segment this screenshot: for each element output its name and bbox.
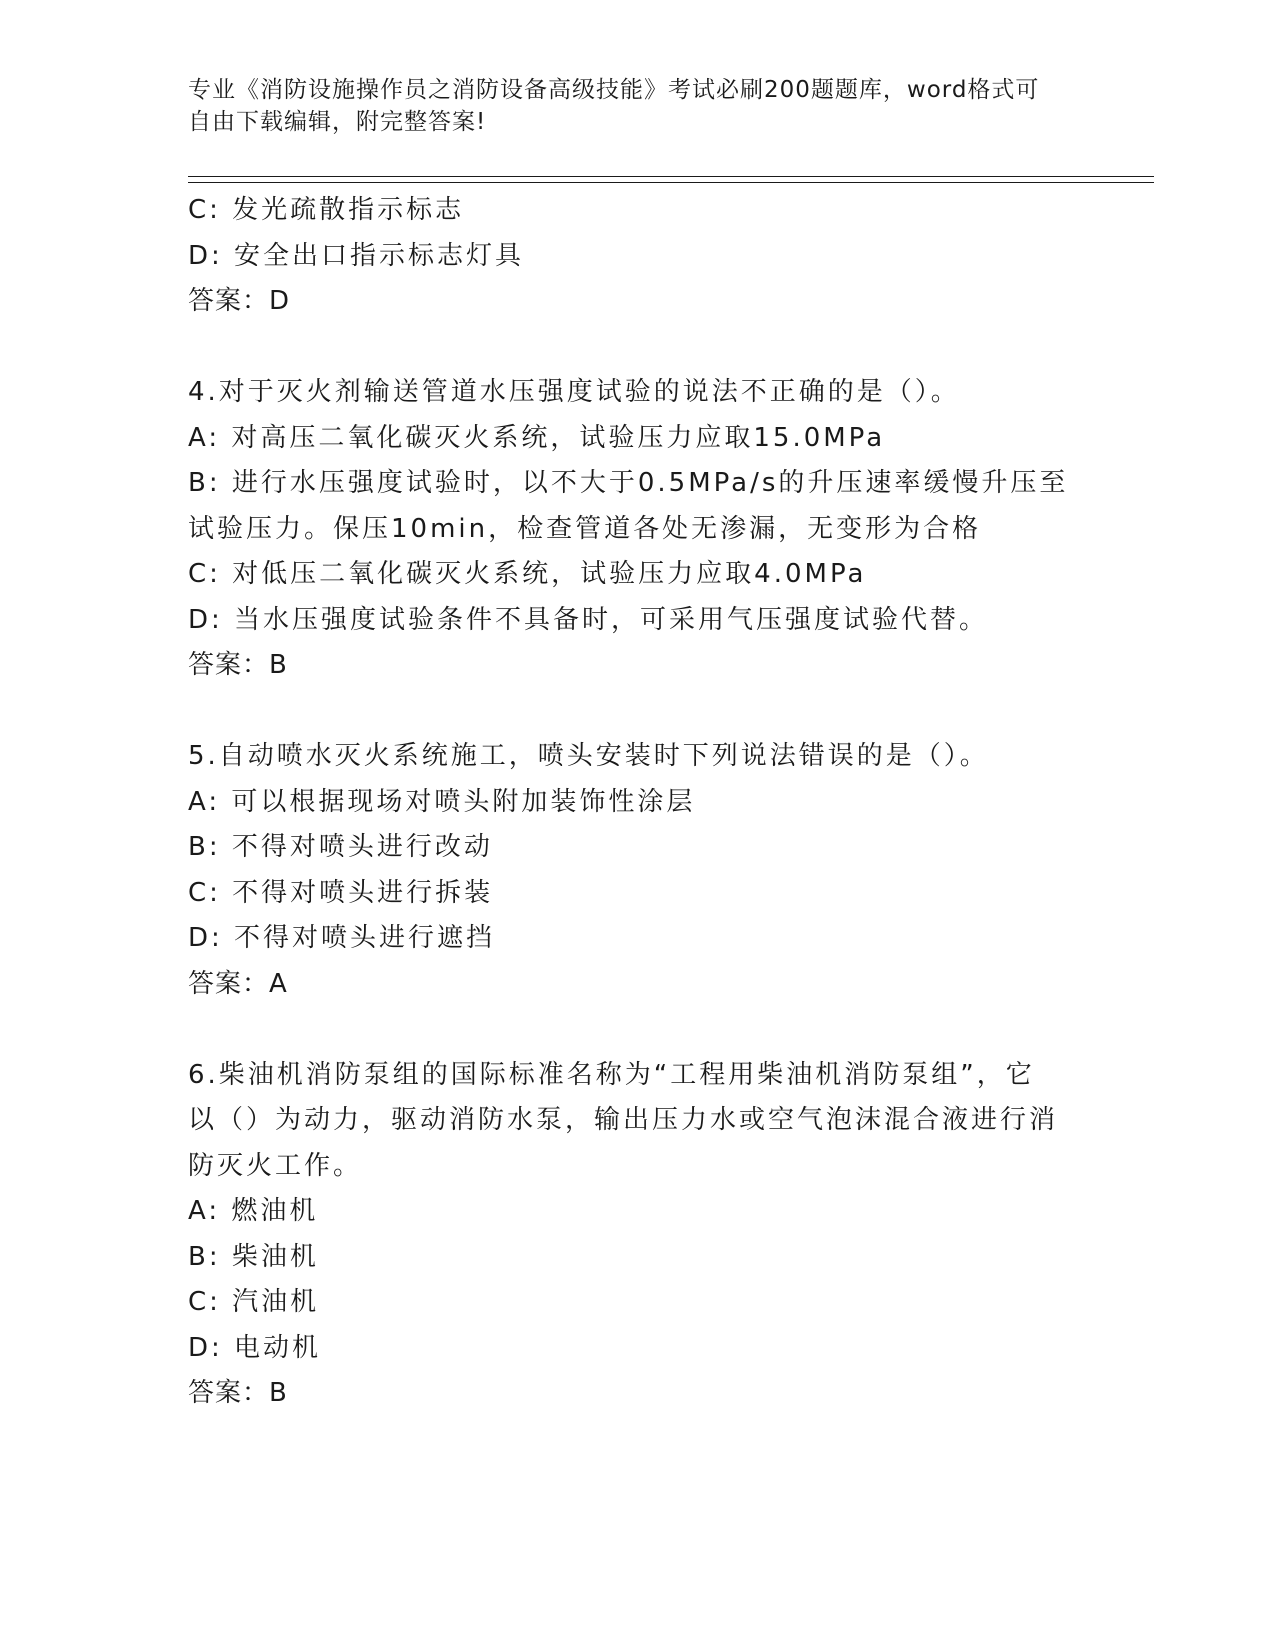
spacer: [188, 1007, 1068, 1053]
question-stem-line-3: 防灭火工作。: [188, 1150, 363, 1181]
answer: 答案：D: [188, 286, 291, 316]
option-c: C: 不得对喷头进行拆装: [188, 877, 494, 908]
answer: 答案：A: [188, 968, 288, 999]
option-c: C: 发光疏散指示标志: [188, 195, 465, 225]
question-3-continued: [188, 188, 1068, 325]
question-stem-line-2: 以（）为动力，驱动消防水泵，输出压力水或空气泡沫混合液进行消: [188, 1105, 1059, 1135]
spacer: [188, 325, 1068, 371]
option-d: D: 不得对喷头进行遮挡: [188, 923, 496, 953]
option-d: D: 电动机: [188, 1332, 322, 1363]
question-stem: 4.对于灭火剂输送管道水压强度试验的说法不正确的是（）。: [188, 377, 960, 407]
header-line-2: 自由下载编辑，附完整答案!: [188, 109, 487, 135]
option-c: C: 汽油机: [188, 1287, 320, 1317]
header-line-1: 专业《消防设施操作员之消防设备高级技能》考试必刷200题题库，word格式可: [188, 77, 1040, 103]
option-b-line-1: B: 进行水压强度试验时，以不大于0.5MPa/s的升压速率缓慢升压至: [188, 468, 1069, 498]
question-list: [188, 188, 1068, 1417]
spacer: [188, 689, 1068, 735]
answer: 答案：B: [188, 650, 288, 680]
question-stem-line-1: 6.柴油机消防泵组的国际标准名称为“工程用柴油机消防泵组”，它: [188, 1059, 1035, 1090]
answer: 答案：B: [188, 1378, 288, 1408]
question-5: [188, 734, 1068, 1007]
option-b: B: 柴油机: [188, 1241, 319, 1272]
question-stem: 5.自动喷水灭火系统施工，喷头安装时下列说法错误的是（）。: [188, 741, 989, 771]
option-a: A: 可以根据现场对喷头附加装饰性涂层: [188, 786, 696, 817]
header-divider-top: [188, 176, 1154, 177]
option-c: C: 对低压二氧化碳灭火系统，试验压力应取4.0MPa: [188, 559, 867, 589]
option-d: D: 当水压强度试验条件不具备时，可采用气压强度试验代替。: [188, 604, 989, 635]
question-6: [188, 1053, 1068, 1417]
option-b-line-2: 试验压力。保压10min，检查管道各处无渗漏，无变形为合格: [188, 513, 982, 544]
option-a: A: 燃油机: [188, 1196, 319, 1226]
question-4: [188, 370, 1068, 689]
option-a: A: 对高压二氧化碳灭火系统，试验压力应取15.0MPa: [188, 422, 886, 453]
option-d: D: 安全出口指示标志灯具: [188, 240, 525, 271]
document-header: [188, 74, 1068, 138]
option-b: B: 不得对喷头进行改动: [188, 832, 493, 862]
header-divider-bottom: [188, 182, 1154, 183]
